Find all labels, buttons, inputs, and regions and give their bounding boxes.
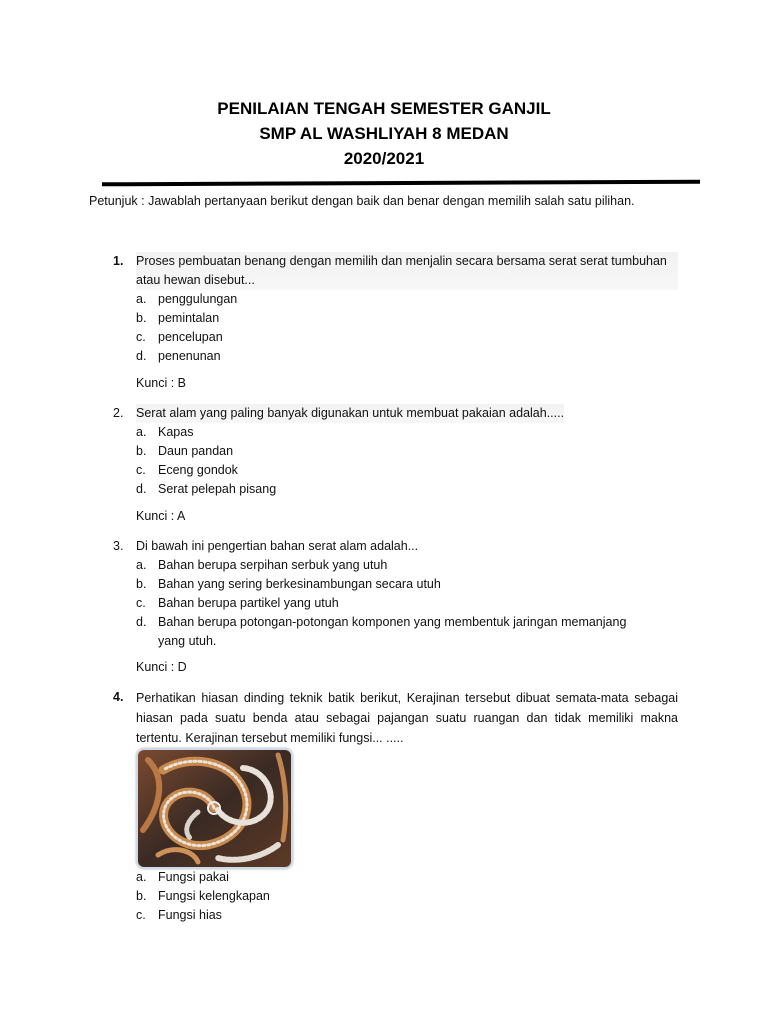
option-text: Eceng gondok [158, 463, 238, 477]
question-1 [113, 252, 678, 366]
question-2 [113, 404, 678, 499]
option-item[interactable] [113, 347, 678, 366]
options-list [113, 423, 678, 499]
question-text: Di bawah ini pengertian bahan serat alam adalah... [136, 539, 419, 553]
question-number: 2. [113, 406, 124, 420]
option-item[interactable] [113, 461, 678, 480]
option-letter: c. [136, 330, 146, 344]
option-letter: d. [136, 615, 147, 629]
question-number: 4. [113, 690, 124, 704]
question-3 [113, 537, 678, 651]
option-letter: a. [136, 870, 147, 884]
option-text: Fungsi kelengkapan [158, 889, 270, 903]
option-letter: a. [136, 558, 147, 572]
header-year: 2020/2021 [343, 149, 425, 168]
header-title: PENILAIAN TENGAH SEMESTER GANJIL [217, 99, 551, 118]
option-text: Kapas [158, 425, 194, 439]
question-4-options [113, 868, 513, 925]
option-letter: b. [136, 577, 147, 591]
option-item[interactable] [113, 290, 678, 309]
question-4 [113, 688, 678, 748]
option-letter: b. [136, 311, 147, 325]
answer-key-3: Kunci : D [136, 660, 187, 674]
option-letter: c. [136, 908, 146, 922]
option-text: penenunan [158, 349, 221, 363]
option-text: Bahan berupa partikel yang utuh [158, 596, 339, 610]
option-item[interactable] [113, 594, 678, 613]
answer-key-2: Kunci : A [136, 509, 186, 523]
option-item[interactable] [113, 480, 678, 499]
batik-wall-hanging-image [136, 748, 293, 869]
options-list [113, 556, 678, 651]
options-list [113, 290, 678, 366]
option-letter: d. [136, 349, 147, 363]
option-item[interactable] [113, 556, 678, 575]
option-item[interactable] [113, 328, 678, 347]
option-letter: c. [136, 463, 146, 477]
option-text: Bahan berupa serpihan serbuk yang utuh [158, 558, 388, 572]
question-text: Serat alam yang paling banyak digunakan untuk membuat pakaian adalah..... [136, 404, 564, 423]
question-number: 1. [113, 254, 124, 268]
option-text: pemintalan [158, 311, 220, 325]
option-item[interactable] [113, 442, 678, 461]
option-letter: b. [136, 444, 147, 458]
option-letter: a. [136, 292, 147, 306]
option-letter: c. [136, 596, 146, 610]
option-letter: b. [136, 889, 147, 903]
option-text: Bahan berupa potongan-potongan komponen yang membentuk jaringan memanjang yang utuh. [158, 615, 627, 648]
option-text: Fungsi pakai [158, 870, 229, 884]
option-item[interactable] [113, 423, 678, 442]
option-text: Bahan yang sering berkesinambungan secara utuh [158, 577, 441, 591]
options-list [113, 868, 513, 925]
option-item[interactable] [113, 613, 678, 651]
instruction-text: Petunjuk : Jawablah pertanyaan berikut dengan baik dan benar dengan memilih salah satu pilihan. [89, 194, 635, 208]
question-text: Perhatikan hiasan dinding teknik batik berikut, Kerajinan tersebut dibuat semata-mata sebagai hiasan pada suatu benda atau sebagai pajangan suatu ruangan dan tidak memiliki makna tertentu. Kerajinan tersebut memiliki fungsi... ..... [136, 691, 678, 745]
exam-header [0, 96, 768, 171]
option-text: pencelupan [158, 330, 223, 344]
option-letter: d. [136, 482, 147, 496]
option-letter: a. [136, 425, 147, 439]
header-school: SMP AL WASHLIYAH 8 MEDAN [259, 124, 509, 143]
option-item[interactable] [113, 868, 513, 887]
option-item[interactable] [113, 309, 678, 328]
option-item[interactable] [113, 575, 678, 594]
answer-key-1: Kunci : B [136, 376, 187, 390]
question-number: 3. [113, 539, 124, 553]
option-item[interactable] [113, 906, 513, 925]
option-item[interactable] [113, 887, 513, 906]
option-text: Daun pandan [158, 444, 234, 458]
option-text: Fungsi hias [158, 908, 222, 922]
option-text: Serat pelepah pisang [158, 482, 277, 496]
header-divider [102, 180, 700, 187]
option-text: penggulungan [158, 292, 238, 306]
question-text: Proses pembuatan benang dengan memilih dan menjalin secara bersama serat serat tumbuhan atau hewan disebut... [136, 252, 678, 290]
